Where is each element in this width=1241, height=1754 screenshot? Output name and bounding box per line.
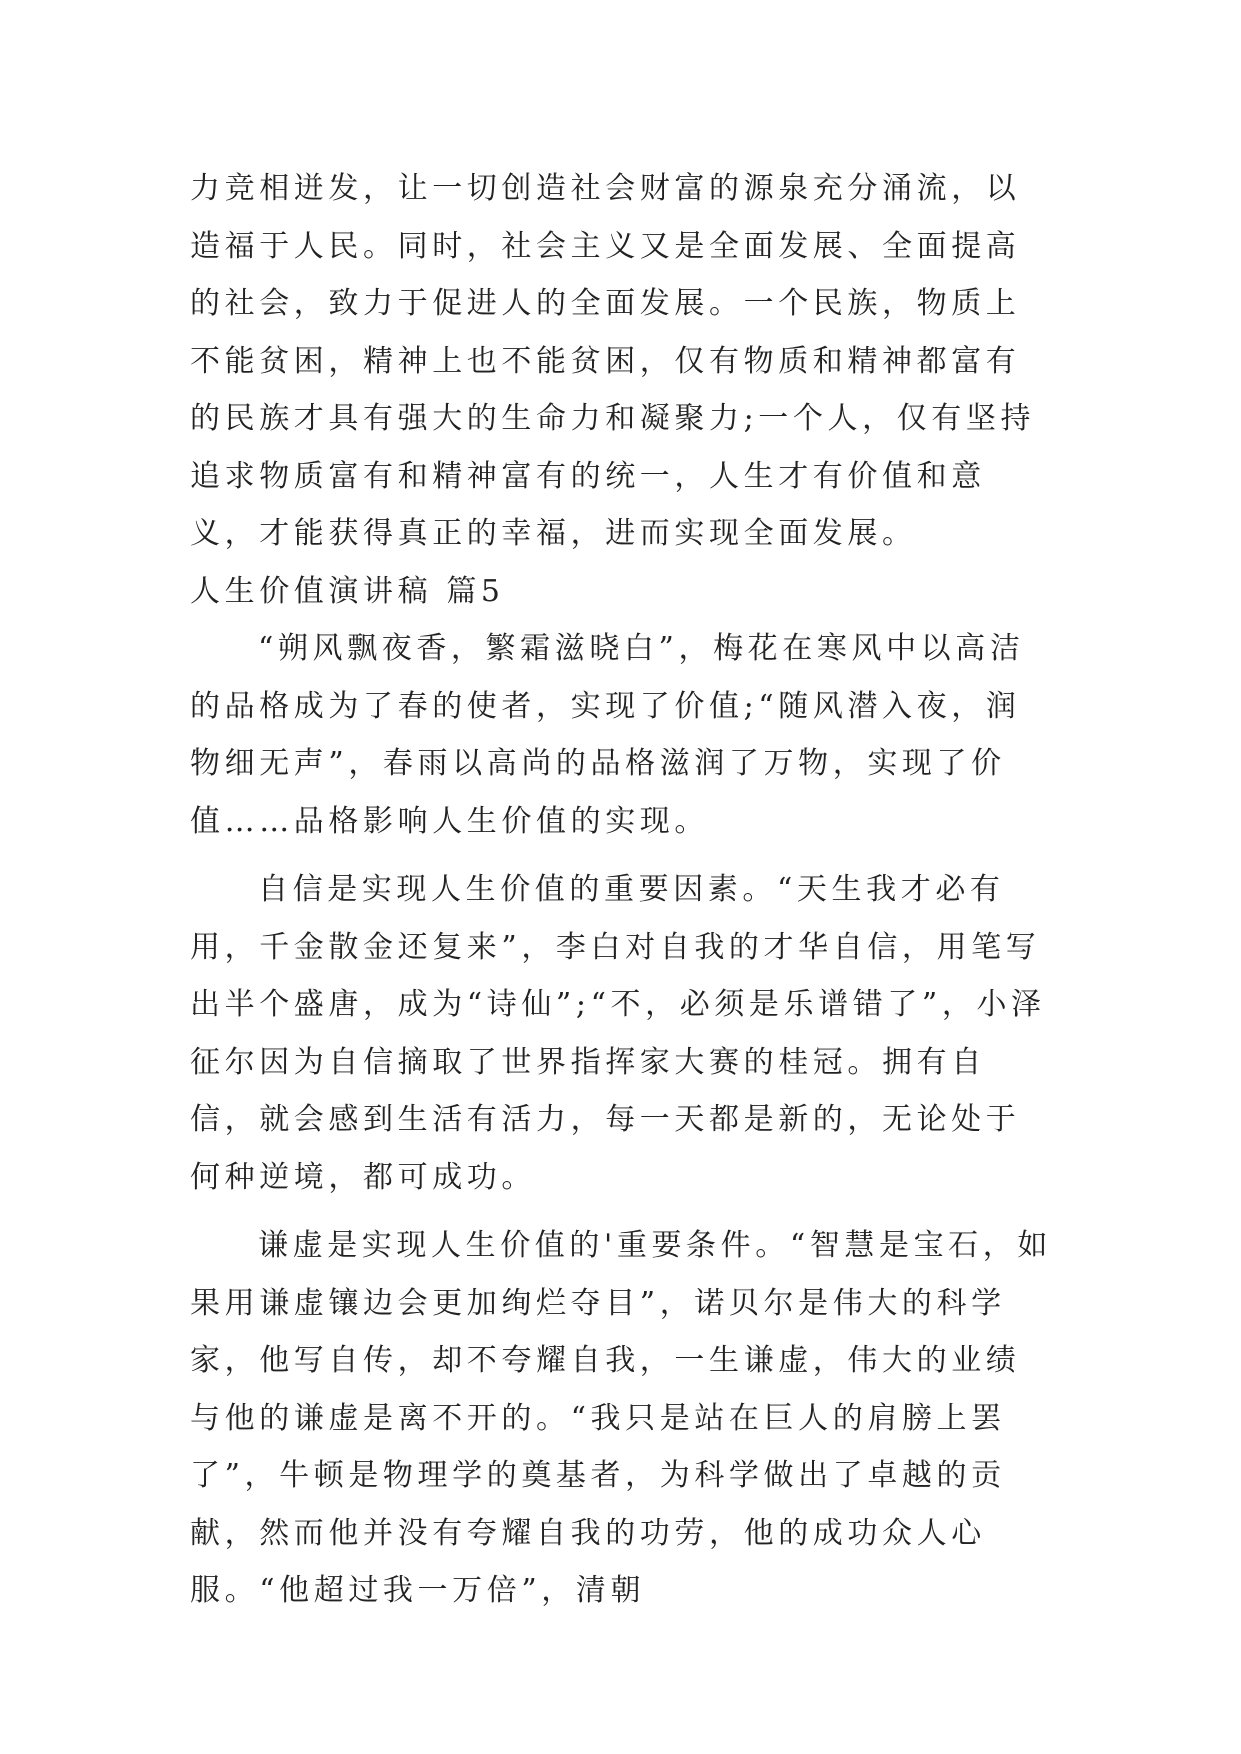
paragraph-gap: [190, 850, 1052, 861]
continuation-paragraph: 力竞相迸发，让一切创造社会财富的源泉充分涌流，以造福于人民。同时，社会主义又是全面发展、全面提高的社会，致力于促进人的全面发展。一个民族，物质上不能贫困，精神上也不能贫困，仅有物质和精神都富有的民族才具有强大的生命力和凝聚力;一个人，仅有坚持追求物质富有和精神富有的统一，人生才有价值和意义，才能获得真正的幸福，进而实现全面发展。: [190, 171, 1036, 551]
section-title: 人生价值演讲稿 篇5: [190, 573, 505, 609]
paragraph-gap: [190, 1206, 1052, 1217]
paragraph-plum-blossom: “朔风飘夜香，繁霜滋晓白”，梅花在寒风中以高洁的品格成为了春的使者，实现了价值;“随风潜入夜，润物细无声”，春雨以高尚的品格滋润了万物，实现了价值……品格影响人生价值的实现。: [190, 631, 1025, 839]
paragraph-modesty: 谦虚是实现人生价值的'重要条件。“智慧是宝石，如果用谦虚镶边会更加绚烂夺目”，诺贝尔是伟大的科学家，他写自传，却不夸耀自我，一生谦虚，伟大的业绩与他的谦虚是离不开的。“我只是站在巨人的肩膀上罢了”，牛顿是物理学的奠基者，为科学做出了卓越的贡献，然而他并没有夸耀自我的功劳，他的成功众人心服。“他超过我一万倍”，清朝: [190, 1228, 1052, 1608]
paragraph-confidence: 自信是实现人生价值的重要因素。“天生我才必有用，千金散金还复来”，李白对自我的才华自信，用笔写出半个盛唐，成为“诗仙”;“不，必须是乐谱错了”，小泽征尔因为自信摘取了世界指挥家大赛的桂冠。拥有自信，就会感到生活有活力，每一天都是新的，无论处于何种逆境，都可成功。: [190, 872, 1046, 1195]
document-body: [190, 160, 1052, 1620]
